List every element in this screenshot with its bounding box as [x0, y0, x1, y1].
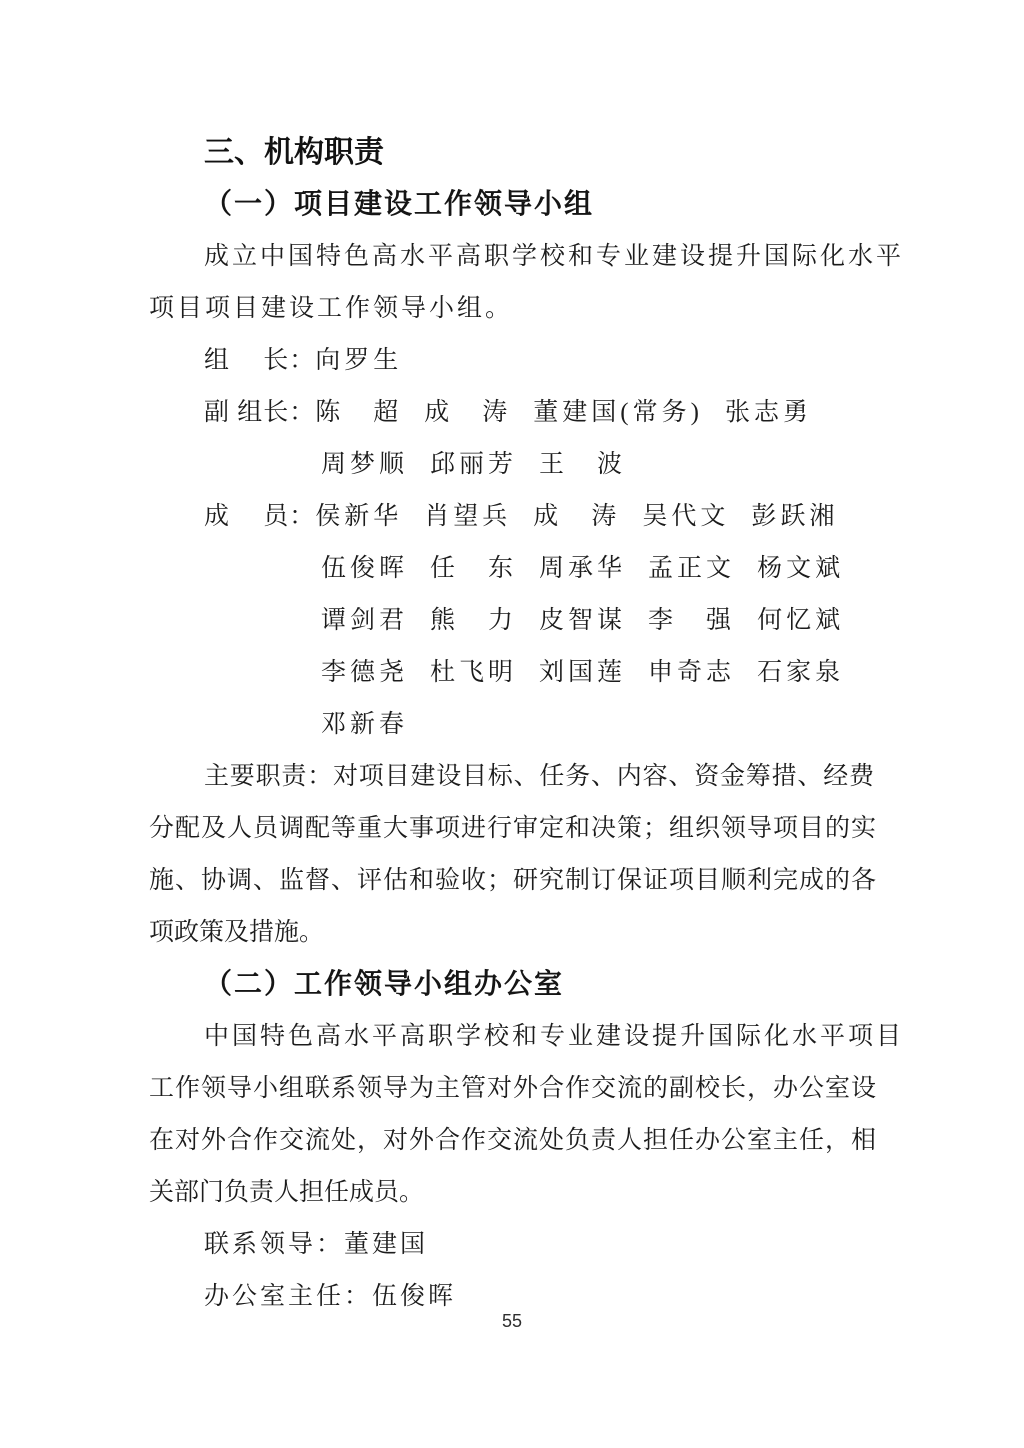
deputy-names-1	[315, 387, 812, 439]
person-name: 谭剑君	[321, 607, 409, 634]
member-names-5	[321, 699, 408, 751]
person-name: 吴代文	[642, 503, 730, 530]
person-name: 孟正文	[648, 555, 736, 582]
section2-para-line-2: 工作领导小组联系领导为主管对外合作交流的副校长，办公室设	[149, 1075, 878, 1102]
person-name: 石家泉	[757, 659, 845, 686]
office-director-line: 办公室主任：伍俊晖	[204, 1283, 457, 1310]
member-label: 成 员：	[204, 503, 316, 530]
deputy-names-2	[321, 439, 626, 491]
person-name: 刘国莲	[539, 659, 627, 686]
person-name: 成 涛	[424, 399, 512, 426]
member-row-4	[149, 647, 879, 699]
section1-intro-line-1: 成立中国特色高水平高职学校和专业建设提升国际化水平	[204, 243, 905, 270]
person-name: 李德尧	[321, 659, 409, 686]
person-name: 伍俊晖	[321, 555, 409, 582]
deputy-row-1	[149, 387, 879, 439]
person-name: 任 东	[430, 555, 518, 582]
person-name: 李 强	[648, 607, 736, 634]
section1-intro-line-2: 项目项目建设工作领导小组。	[149, 295, 514, 322]
duty-line-1: 主要职责：对项目建设目标、任务、内容、资金筹措、经费	[204, 763, 875, 790]
section2-para-line-1: 中国特色高水平高职学校和专业建设提升国际化水平项目	[204, 1023, 905, 1050]
person-name: 杨文斌	[757, 555, 845, 582]
deputy-row-2	[149, 439, 879, 491]
member-row-5	[149, 699, 879, 751]
person-name: 向罗生	[315, 347, 403, 374]
contact-leader-line: 联系领导：董建国	[204, 1231, 429, 1258]
person-name: 彭跃湘	[751, 503, 839, 530]
section2-title: （二）工作领导小组办公室	[204, 969, 565, 1000]
section2-para-line-3: 在对外合作交流处，对外合作交流处负责人担任办公室主任，相	[149, 1127, 878, 1154]
member-names-3	[321, 595, 844, 647]
chapter-heading: 三、机构职责	[204, 136, 384, 169]
deputy-label: 副 组长：	[204, 399, 316, 426]
person-name: 杜飞明	[430, 659, 518, 686]
member-names-4	[321, 647, 844, 699]
document-body	[149, 127, 905, 1323]
person-name: 熊 力	[430, 607, 518, 634]
section2-para-line-4: 关部门负责人担任成员。	[149, 1179, 425, 1206]
member-row-2	[149, 543, 879, 595]
leader-row	[149, 335, 879, 387]
person-name: 陈 超	[315, 399, 403, 426]
person-name: 肖望兵	[424, 503, 512, 530]
person-name: 皮智谋	[539, 607, 627, 634]
leader-names	[315, 335, 402, 387]
person-name: 周梦顺	[321, 451, 409, 478]
leader-label: 组 长：	[204, 347, 316, 374]
member-row-1	[149, 491, 879, 543]
person-name: 申奇志	[648, 659, 736, 686]
duty-line-3: 施、协调、监督、评估和验收；研究制订保证项目顺利完成的各	[149, 867, 878, 894]
person-name: 何忆斌	[757, 607, 845, 634]
person-name: 成 涛	[533, 503, 621, 530]
person-name: 董建国(常务)	[533, 399, 703, 426]
member-names-1	[315, 491, 838, 543]
member-row-3	[149, 595, 879, 647]
person-name: 邓新春	[321, 711, 409, 738]
page-number: 55	[501, 1311, 523, 1331]
member-names-2	[321, 543, 844, 595]
person-name: 王 波	[539, 451, 627, 478]
duty-line-4: 项政策及措施。	[149, 919, 325, 946]
person-name: 侯新华	[315, 503, 403, 530]
section1-title: （一）项目建设工作领导小组	[204, 189, 595, 220]
person-name: 邱丽芳	[430, 451, 518, 478]
person-name: 张志勇	[724, 399, 812, 426]
duty-line-2: 分配及人员调配等重大事项进行审定和决策；组织领导项目的实	[149, 815, 878, 842]
person-name: 周承华	[539, 555, 627, 582]
